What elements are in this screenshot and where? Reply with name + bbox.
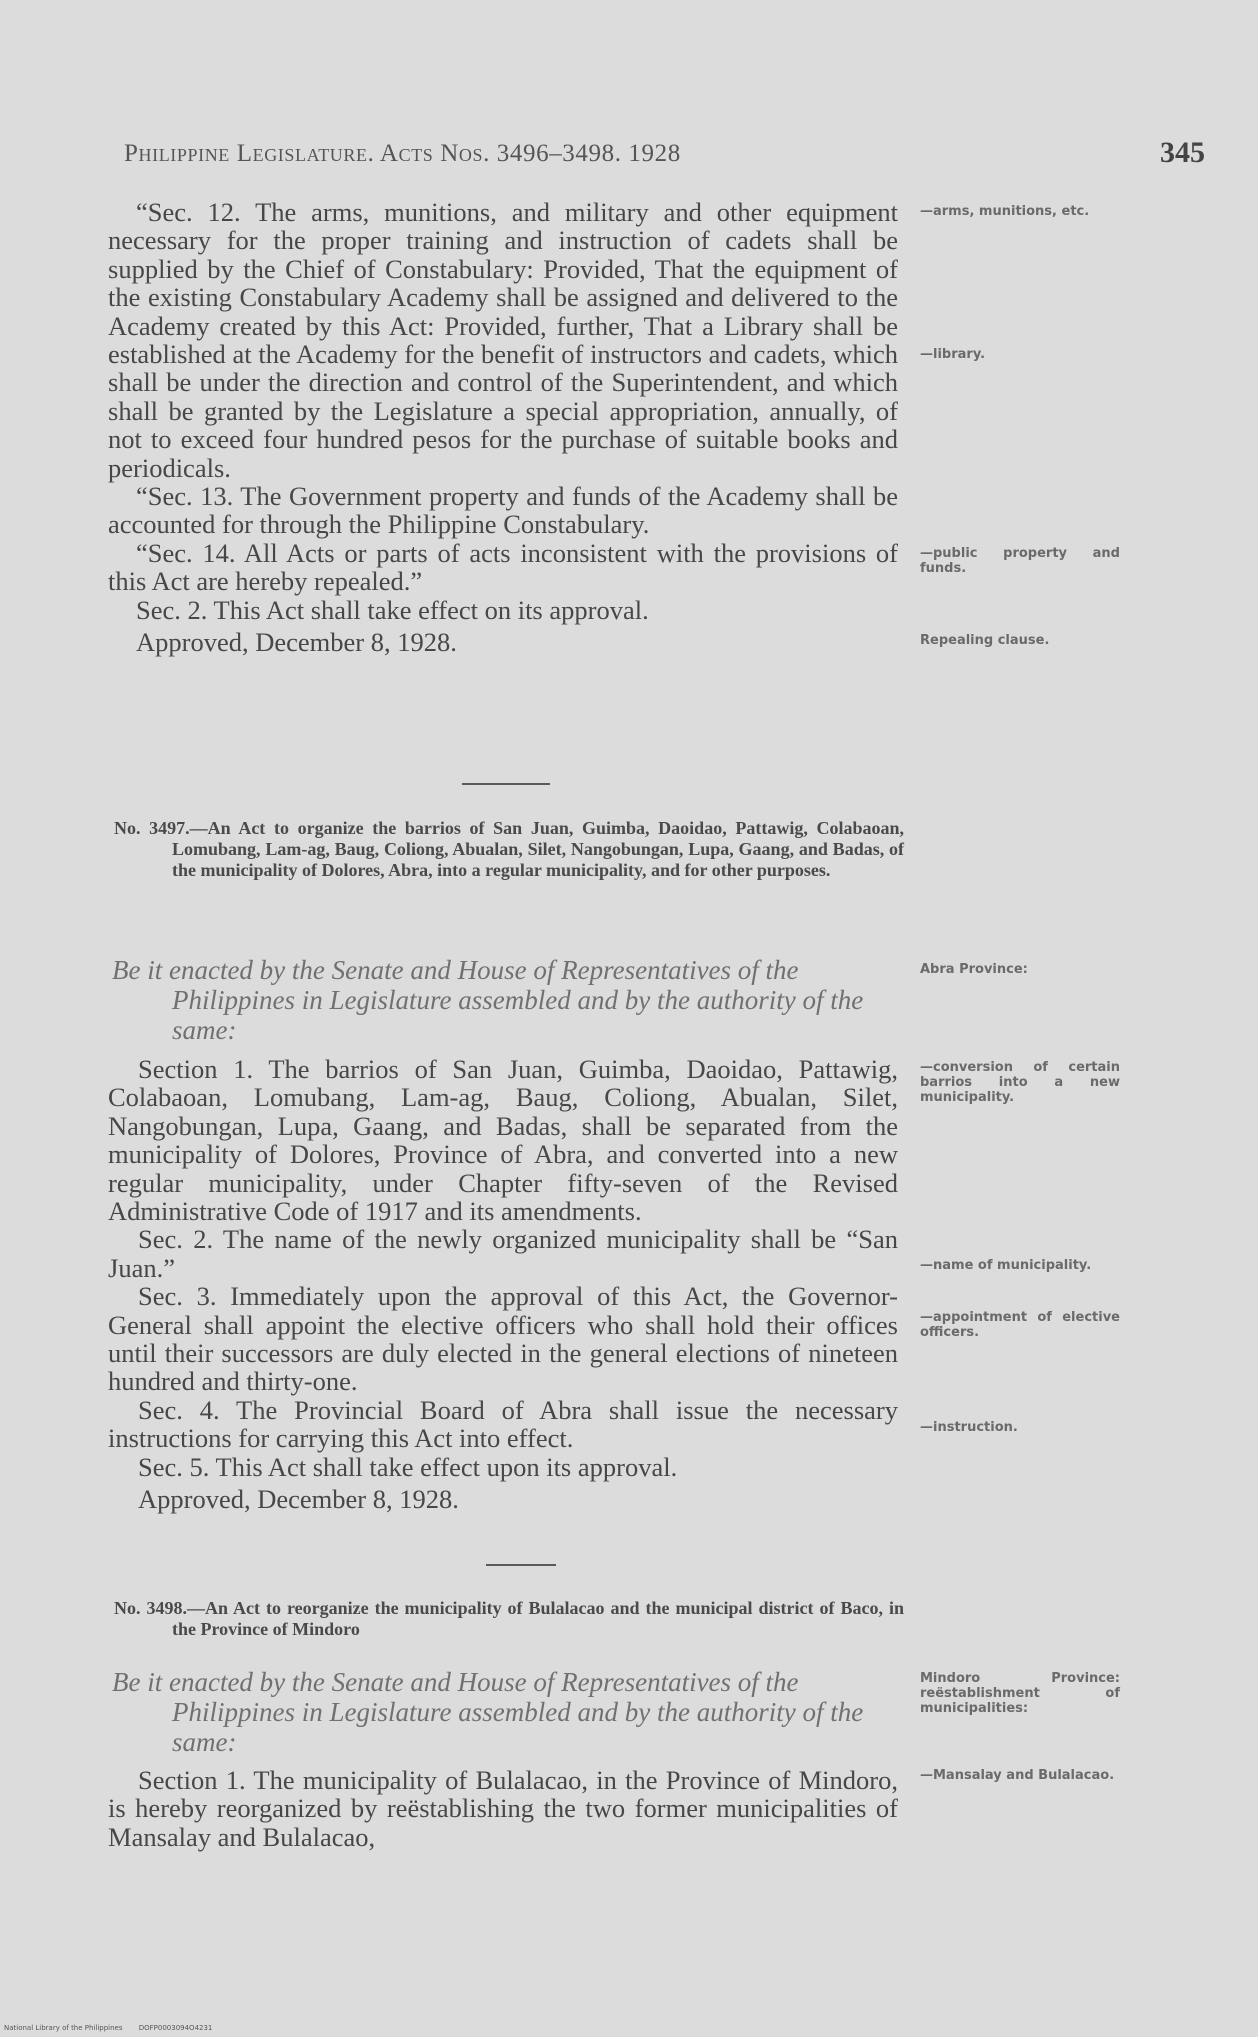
section-divider	[462, 783, 550, 785]
act-3497-enacting-clause: Be it enacted by the Senate and House of Representatives of the Philippines in Legislature assembled and by the authority of the same:	[112, 955, 864, 1045]
margin-note-conversion: —conversion of certain barrios into a new municipality.	[920, 1060, 1120, 1105]
page-number: 345	[1160, 136, 1205, 169]
act-3498-enacting-clause: Be it enacted by the Senate and House of Representatives of the Philippines in Legislature assembled and by the authority of the same:	[112, 1667, 864, 1757]
footer-library: National Library of the Philippines	[4, 2024, 123, 2032]
act-3497-approved: Approved, December 8, 1928.	[138, 1484, 459, 1515]
margin-note-abra-province: Abra Province:	[920, 962, 1028, 977]
act-3497-section-1: Section 1. The barrios of San Juan, Guimba, Daoidao, Pattawig, Colabaoan, Lomubang, Lam-ag, Baug, Coliong, Abualan, Silet, Nangobungan, Lupa, Gaang, and Badas, shall be separated from the municipality of Dolores, Province of Abra, and converted into a new regular municipality, under Chapter fifty-seven of the Revised Administrative Code of 1917 and its amendments.	[108, 1054, 898, 1227]
margin-note-public-property: —public property and funds.	[920, 546, 1120, 576]
act-3498-title: No. 3498.—An Act to reorganize the municipality of Bulalacao and the municipal district of Baco, in the Province of Mindoro	[114, 1598, 904, 1639]
act-3497-section-3: Sec. 3. Immediately upon the approval of this Act, the Governor-General shall appoint the elective officers who shall hold their offices until their successors are duly elected in the general elections of nineteen hundred and thirty-one.	[108, 1281, 898, 1397]
running-head: Philippine Legislature. Acts Nos. 3496–3498. 1928	[124, 140, 681, 167]
act-3496-approved: Approved, December 8, 1928.	[136, 627, 457, 658]
act-3497-section-4: Sec. 4. The Provincial Board of Abra shall issue the necessary instructions for carrying this Act into effect.	[108, 1394, 898, 1454]
act-3498-text	[108, 1766, 898, 1851]
scan-footer	[4, 2024, 226, 2032]
act-3497-title: No. 3497.—An Act to organize the barrios of San Juan, Guimba, Daoidao, Pattawig, Colabaoan, Lomubang, Lam-ag, Baug, Coliong, Abualan, Silet, Nangobungan, Lupa, Gaang, and Badas, of the municipality of Dolores, Abra, into a regular municipality, and for other purposes.	[114, 818, 904, 880]
act-3498-section-1: Section 1. The municipality of Bulalacao, in the Province of Mindoro, is hereby reorganized by reëstablishing the two former municipalities of Mansalay and Bulalacao,	[108, 1765, 898, 1852]
margin-note-instruction: —instruction.	[920, 1420, 1018, 1435]
margin-note-appointment: —appointment of elective officers.	[920, 1310, 1120, 1340]
act-3496-section-14: “Sec. 14. All Acts or parts of acts inconsistent with the provisions of this Act are hereby repealed.”	[108, 537, 898, 597]
margin-note-library: —library.	[920, 347, 986, 362]
act-3496-section-13: “Sec. 13. The Government property and funds of the Academy shall be accounted for through the Philippine Constabulary.	[108, 481, 898, 540]
act-3496-text	[108, 198, 898, 657]
section-divider-2	[486, 1564, 556, 1566]
margin-note-name: —name of municipality.	[920, 1258, 1092, 1273]
margin-note-mansalay-bulalacao: —Mansalay and Bulalacao.	[920, 1768, 1115, 1783]
act-3497-section-5: Sec. 5. This Act shall take effect upon its approval.	[138, 1451, 678, 1482]
act-3497-section-2: Sec. 2. The name of the newly organized municipality shall be “San Juan.”	[108, 1224, 898, 1283]
act-3496-effectivity: Sec. 2. This Act shall take effect on its approval.	[136, 594, 649, 625]
act-3496-section-12: “Sec. 12. The arms, munitions, and military and other equipment necessary for the proper training and instruction of cadets shall be supplied by the Chief of Constabulary: Provided, That the equipment of the existing Constabulary Academy shall be assigned and delivered to the Academy created by this Act: Provided, further, That a Library shall be established at the Academy for the benefit of instructors and cadets, which shall be under the direction and control of the Superintendent, and which shall be granted by the Legislature a special appropriation, annually, of not to exceed four hundred pesos for the purchase of suitable books and periodicals.	[108, 197, 898, 483]
footer-code: DOFP0003094O4231	[138, 2024, 213, 2032]
margin-note-mindoro-province: Mindoro Province: reëstablishment of municipalities:	[920, 1671, 1120, 1716]
margin-note-repealing-clause: Repealing clause.	[920, 633, 1050, 648]
act-3497-text	[108, 1055, 898, 1514]
margin-note-arms: —arms, munitions, etc.	[920, 204, 1090, 219]
